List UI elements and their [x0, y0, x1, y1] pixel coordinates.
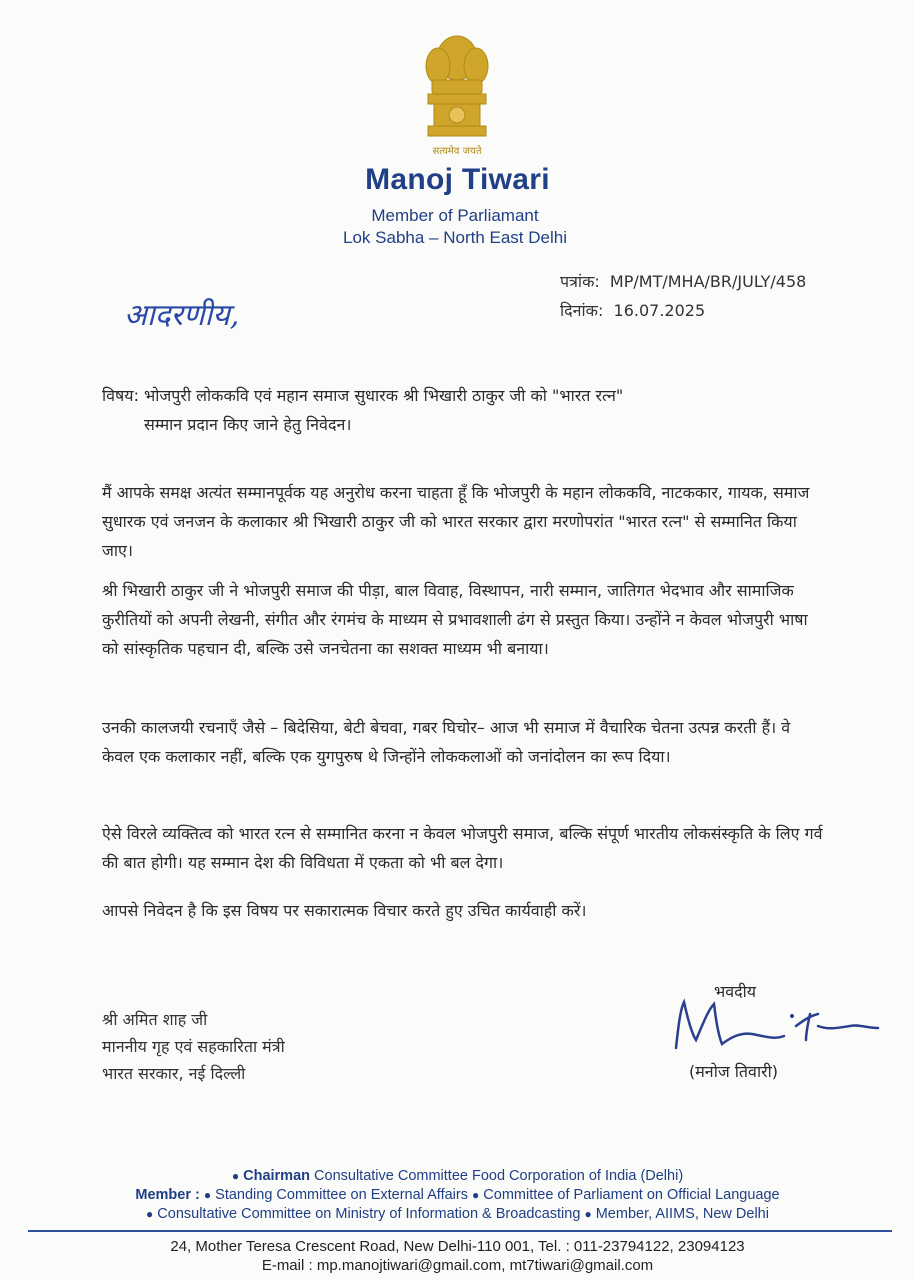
subject-line-2: सम्मान प्रदान किए जाने हेतु निवेदन।	[144, 415, 352, 434]
date-label: दिनांक:	[560, 301, 604, 320]
footer-divider	[28, 1230, 892, 1232]
ref-value: MP/MT/MHA/BR/JULY/458	[609, 272, 807, 291]
member-item-2: Committee of Parliament on Official Language	[483, 1187, 780, 1203]
footer-chairman-line: ● Chairman Consultative Committee Food Corporation of India (Delhi)	[231, 1168, 684, 1184]
subject	[102, 381, 822, 439]
closing: भवदीय	[714, 982, 757, 1001]
date-value: 16.07.2025	[613, 301, 706, 320]
member-item-4: Member, AIIMS, New Delhi	[595, 1206, 769, 1222]
chairman-label: Chairman	[243, 1168, 310, 1184]
body-paragraph-1: मैं आपके समक्ष अत्यंत सम्मानपूर्वक यह अनुरोध करना चाहता हूँ कि भोजपुरी के महान लोककवि, नाटककार, गायक, समाज सुधारक एवं जनजन के कलाकार श्री भिखारी ठाकुर जी को भारत सरकार द्वारा मरणोपरांत "भारत रत्न" से सम्मानित किया जाए।	[102, 483, 810, 560]
letterhead-name: Manoj Tiwari	[365, 163, 550, 196]
letterhead-constituency: Lok Sabha – North East Delhi	[343, 228, 567, 247]
reference-number	[560, 270, 806, 292]
footer-member-line: Member : ● Standing Committee on External Affairs ● Committee of Parliament on Official Language	[135, 1187, 780, 1203]
footer-address: 24, Mother Teresa Crescent Road, New Delhi-110 001, Tel. : 011-23794122, 23094123	[170, 1238, 745, 1255]
body-paragraph-5: आपसे निवेदन है कि इस विषय पर सकारात्मक विचार करते हुए उचित कार्यवाही करें।	[102, 901, 587, 920]
salutation: आदरणीय,	[124, 298, 240, 333]
member-item-3: Consultative Committee on Ministry of Information & Broadcasting	[157, 1206, 581, 1222]
signature	[668, 990, 898, 1060]
footer-email: E-mail : mp.manojtiwari@gmail.com, mt7tiwari@gmail.com	[261, 1257, 654, 1274]
body-paragraph-4: ऐसे विरले व्यक्तित्व को भारत रत्न से सम्मानित करना न केवल भोजपुरी समाज, बल्कि संपूर्ण भारतीय लोकसंस्कृति के लिए गर्व की बात होगी। यह सम्मान देश की विविधता में एकता को भी बल देगा।	[102, 824, 823, 872]
signer-name: (मनोज तिवारी)	[689, 1062, 779, 1081]
national-emblem-icon	[418, 28, 496, 163]
chairman-text: Consultative Committee Food Corporation of India (Delhi)	[314, 1168, 684, 1184]
addressee-name: श्री अमित शाह जी	[102, 1010, 208, 1029]
footer-member-line-2: ● Consultative Committee on Ministry of Information & Broadcasting ● Member, AIIMS, New Delhi	[146, 1206, 769, 1222]
member-item-1: Standing Committee on External Affairs	[215, 1187, 468, 1203]
svg-text:सत्यमेव जयते: सत्यमेव जयते	[432, 146, 482, 157]
member-label: Member :	[135, 1187, 200, 1203]
body-paragraph-3: उनकी कालजयी रचनाएँ जैसे – बिदेसिया, बेटी बेचवा, गबर घिचोर– आज भी समाज में वैचारिक चेतना उत्पन्न करती हैं। वे केवल एक कलाकार नहीं, बल्कि एक युगपुरुष थे जिन्होंने लोककलाओं को जनांदोलन का रूप दिया।	[102, 718, 791, 766]
letter-date	[560, 299, 705, 321]
addressee-location: भारत सरकार, नई दिल्ली	[102, 1064, 246, 1083]
body-paragraph-2: श्री भिखारी ठाकुर जी ने भोजपुरी समाज की पीड़ा, बाल विवाह, विस्थापन, नारी सम्मान, जातिगत भेदभाव और सामाजिक कुरीतियों को अपनी लेखनी, संगीत और रंगमंच के माध्यम से प्रभावशाली ढंग से प्रस्तुत किया। उन्होंने न केवल भोजपुरी भाषा को सांस्कृतिक पहचान दी, बल्कि उसे जनचेतना का सशक्त माध्यम भी बनाया।	[102, 581, 808, 658]
subject-line-1: विषय: भोजपुरी लोककवि एवं महान समाज सुधारक श्री भिखारी ठाकुर जी को "भारत रत्न"	[102, 386, 624, 405]
addressee-designation: माननीय गृह एवं सहकारिता मंत्री	[102, 1037, 285, 1056]
letterhead-title: Member of Parliamant	[371, 206, 539, 225]
ref-label: पत्रांक:	[560, 272, 600, 291]
